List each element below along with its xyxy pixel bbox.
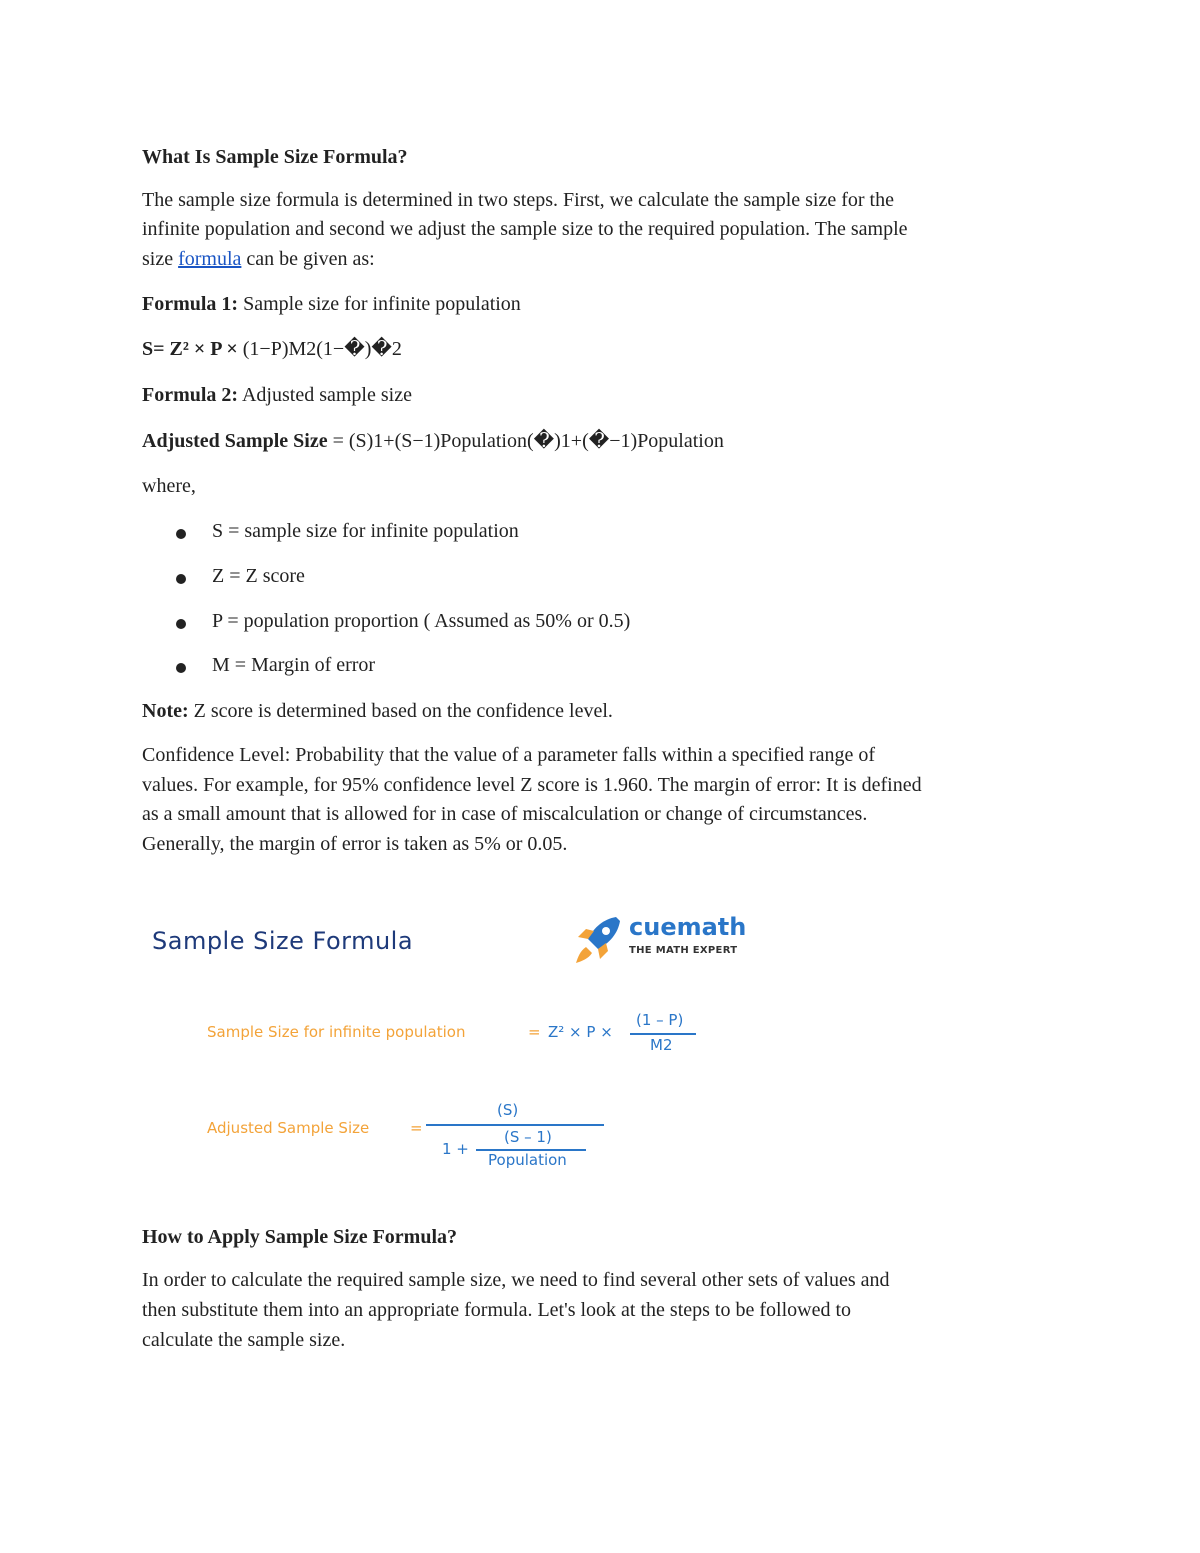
list-item: Z = Z score [212,565,305,587]
note-line: Note: Z score is determined based on the confidence level. [142,700,613,722]
section-heading: What Is Sample Size Formula? [142,146,408,168]
one-plus: 1 + [442,1140,469,1158]
intro-line: size formula can be given as: [142,248,375,270]
body-line: then substitute them into an appropriate formula. Let's look at the steps to be followed to [142,1299,852,1321]
equals-sign: = [528,1023,541,1041]
rocket-logo-icon [570,911,626,967]
formula1-expression: S= Z² × P × (1−P)M2(1−�)�2 [142,338,402,360]
section-heading: How to Apply Sample Size Formula? [142,1226,458,1248]
confidence-line: values. For example, for 95% confidence level Z score is 1.960. The margin of error: It is defined [142,774,922,796]
intro-line: The sample size formula is determined in two steps. First, we calculate the sample size for the [142,189,894,211]
infinite-formula-expression: Z² × P × [548,1023,613,1041]
equals-sign: = [410,1119,423,1137]
brand-tagline: THE MATH EXPERT [629,945,738,956]
inner-numerator: (S – 1) [504,1128,552,1146]
confidence-line: Generally, the margin of error is taken as 5% or 0.05. [142,833,568,855]
inner-denominator: Population [488,1151,567,1169]
bullet-dot [176,529,186,539]
where-label: where, [142,475,196,497]
graphic-title: Sample Size Formula [152,927,414,955]
list-item: M = Margin of error [212,654,376,676]
adjusted-expression: Adjusted Sample Size = (S)1+(S−1)Population(�)1+(�−1)Population [142,430,724,452]
list-item: P = population proportion ( Assumed as 50% or 0.5) [212,610,631,632]
adjusted-numerator: (S) [497,1101,519,1119]
fraction-bar [426,1124,604,1126]
bullet-dot [176,574,186,584]
bullet-dot [176,663,186,673]
confidence-line: as a small amount that is allowed for in case of miscalculation or change of circumstances. [142,803,868,825]
intro-line: infinite population and second we adjust the sample size to the required population. The sample [142,218,908,240]
formula2-line: Formula 2: Adjusted sample size [142,384,412,406]
formula1-line: Formula 1: Sample size for infinite population [142,293,521,315]
formula-link[interactable]: formula [178,248,242,270]
infinite-denominator: M2 [650,1036,673,1054]
list-item: S = sample size for infinite population [212,520,519,542]
fraction-bar [630,1033,696,1035]
infinite-formula-label: Sample Size for infinite population [207,1023,466,1041]
sample-size-formula-image [142,905,762,1185]
body-line: In order to calculate the required sample size, we need to find several other sets of values and [142,1269,890,1291]
adjusted-formula-label: Adjusted Sample Size [207,1119,370,1137]
confidence-line: Confidence Level: Probability that the value of a parameter falls within a specified range of [142,744,876,766]
body-line: calculate the sample size. [142,1329,346,1351]
bullet-dot [176,619,186,629]
brand-name: cuemath [629,913,747,941]
infinite-numerator: (1 – P) [636,1011,684,1029]
